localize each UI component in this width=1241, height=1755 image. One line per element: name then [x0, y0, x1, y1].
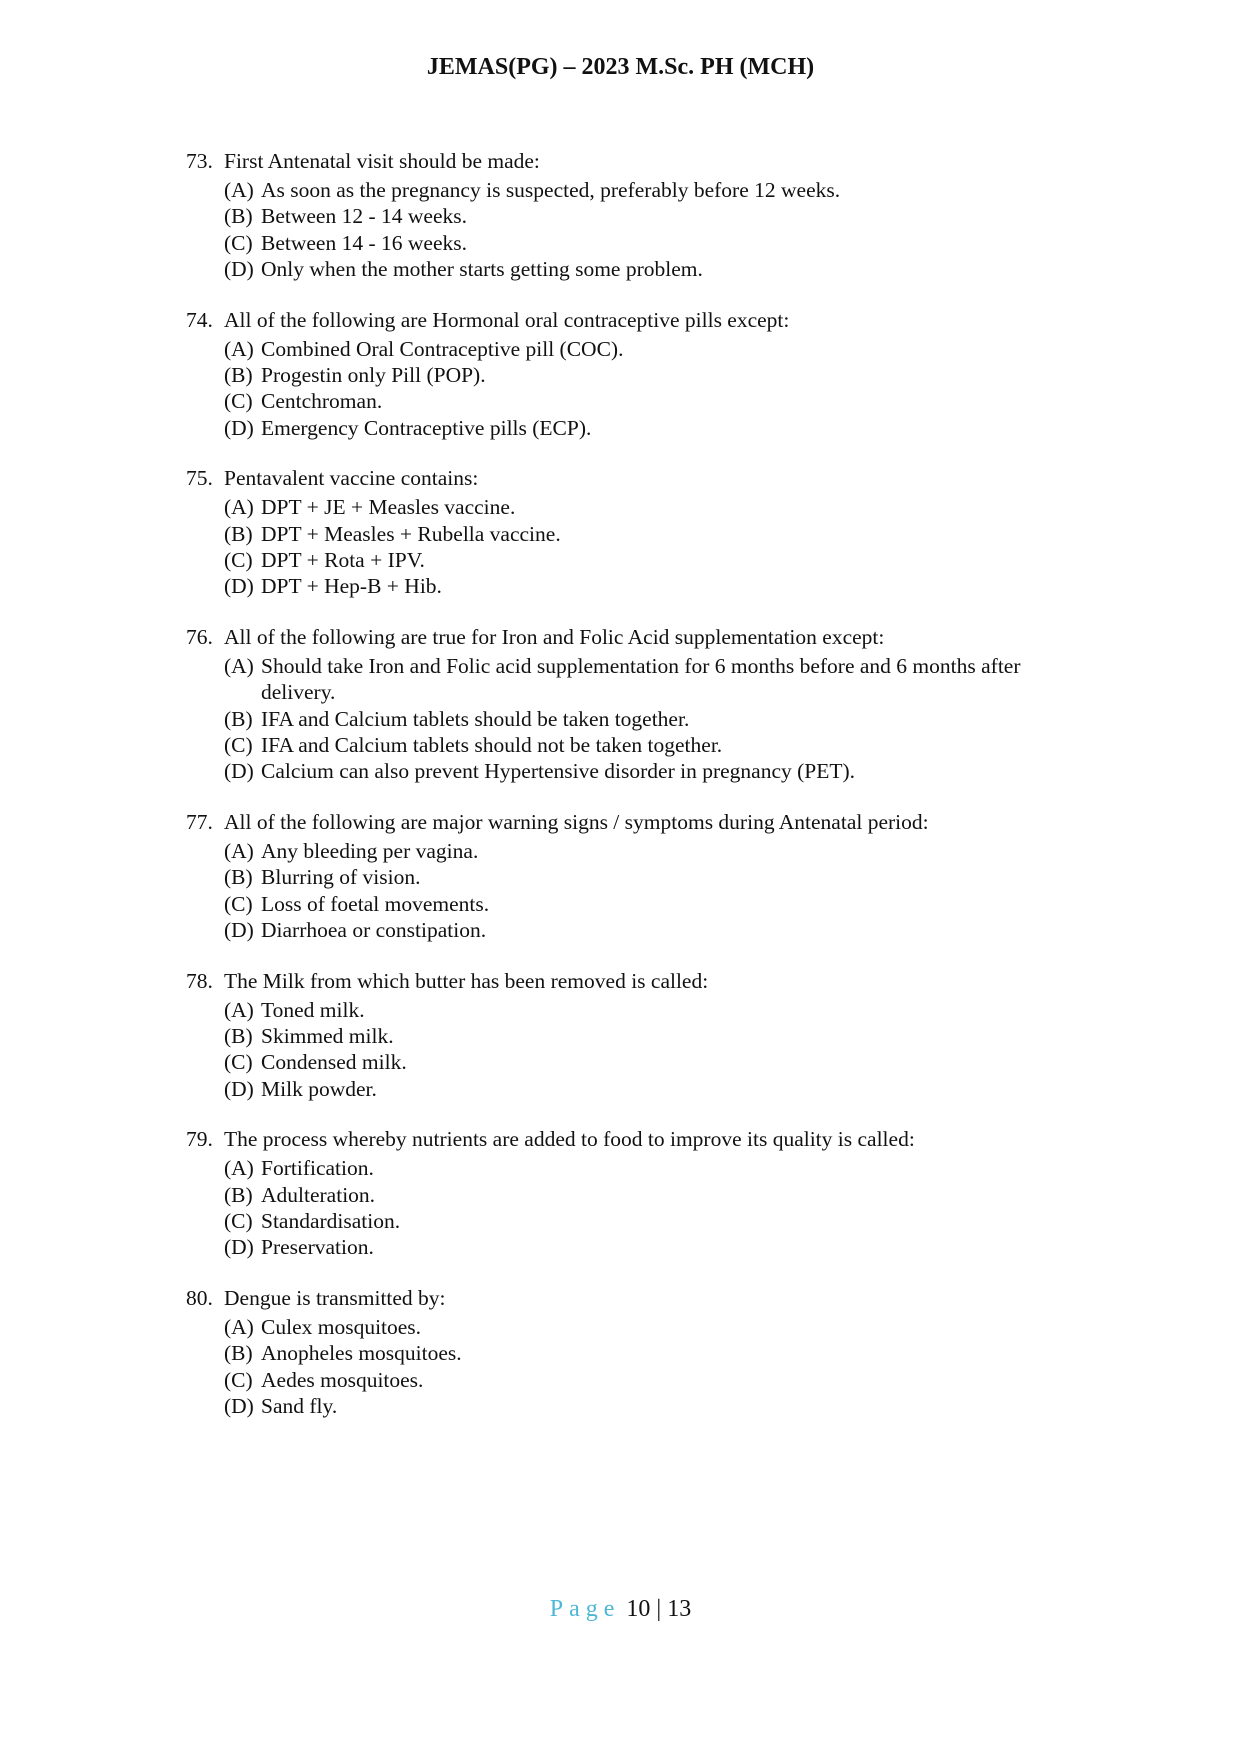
question-80 — [186, 1285, 1086, 1419]
option-text: Standardisation. — [261, 1209, 401, 1234]
question-number: 78. — [186, 968, 213, 993]
page-number: 10 | 13 — [626, 1596, 692, 1622]
option-c — [224, 1049, 1086, 1075]
option-text: Aedes mosquitoes. — [261, 1367, 424, 1392]
option-text: Adulteration. — [261, 1182, 376, 1207]
option-c — [224, 230, 1086, 256]
option-text: Condensed milk. — [261, 1050, 407, 1075]
option-text: Anopheles mosquitoes. — [261, 1341, 462, 1366]
option-text: As soon as the pregnancy is suspected, preferably before 12 weeks. — [261, 178, 841, 202]
option-b — [224, 362, 1086, 388]
option-label: (A) — [224, 1315, 254, 1340]
option-label: (D) — [224, 759, 254, 784]
page-header — [0, 52, 1241, 82]
option-text: Should take Iron and Folic acid supplementation for 6 months before and 6 months after delivery. — [261, 654, 1021, 705]
document-title: JEMAS(PG) – 2023 M.Sc. PH (MCH) — [426, 54, 815, 80]
option-c — [224, 732, 1086, 758]
question-number: 76. — [186, 625, 213, 650]
option-b — [224, 521, 1086, 547]
question-list — [186, 148, 1086, 1444]
option-label: (A) — [224, 495, 254, 520]
option-a — [224, 336, 1086, 362]
option-label: (D) — [224, 256, 254, 281]
option-a — [224, 838, 1086, 864]
option-b — [224, 203, 1086, 229]
question-number: 80. — [186, 1286, 213, 1311]
option-text: Milk powder. — [261, 1076, 377, 1101]
option-text: DPT + Measles + Rubella vaccine. — [261, 521, 561, 546]
option-d — [224, 917, 1086, 943]
option-a — [224, 997, 1086, 1023]
option-label: (B) — [224, 1341, 253, 1366]
option-b — [224, 706, 1086, 732]
option-b — [224, 864, 1086, 890]
option-label: (D) — [224, 1235, 254, 1260]
question-75 — [186, 465, 1086, 599]
option-c — [224, 1367, 1086, 1393]
option-text: Sand fly. — [261, 1394, 338, 1418]
question-number: 73. — [186, 149, 213, 173]
option-label: (B) — [224, 865, 253, 890]
option-label: (A) — [224, 997, 254, 1022]
option-label: (C) — [224, 1209, 253, 1234]
option-b — [224, 1340, 1086, 1366]
option-a — [224, 653, 1086, 706]
page-word: Page — [549, 1596, 621, 1622]
option-text: Loss of foetal movements. — [261, 891, 490, 916]
option-c — [224, 547, 1086, 573]
option-d — [224, 573, 1086, 599]
option-label: (B) — [224, 706, 253, 731]
option-text: DPT + JE + Measles vaccine. — [261, 495, 516, 520]
question-text: First Antenatal visit should be made: — [224, 149, 540, 173]
option-label: (C) — [224, 732, 253, 757]
option-text: IFA and Calcium tablets should be taken together. — [261, 706, 690, 731]
option-text: Skimmed milk. — [261, 1024, 394, 1049]
question-73 — [186, 148, 1086, 282]
option-label: (C) — [224, 230, 253, 255]
option-label: (C) — [224, 547, 253, 572]
option-d — [224, 1393, 1086, 1419]
option-text: Culex mosquitoes. — [261, 1315, 422, 1340]
option-c — [224, 891, 1086, 917]
question-78 — [186, 968, 1086, 1102]
option-label: (B) — [224, 1182, 253, 1207]
option-b — [224, 1023, 1086, 1049]
option-label: (D) — [224, 1076, 254, 1101]
option-c — [224, 1208, 1086, 1234]
option-text: DPT + Hep-B + Hib. — [261, 574, 442, 599]
option-label: (D) — [224, 917, 254, 942]
option-text: Diarrhoea or constipation. — [261, 917, 487, 942]
question-74 — [186, 307, 1086, 441]
question-number: 77. — [186, 810, 213, 835]
option-a — [224, 494, 1086, 520]
option-d — [224, 256, 1086, 282]
option-text: Combined Oral Contraceptive pill (COC). — [261, 336, 624, 361]
question-79 — [186, 1126, 1086, 1260]
option-text: Toned milk. — [261, 997, 365, 1022]
option-c — [224, 388, 1086, 414]
page-footer — [0, 1594, 1241, 1624]
question-text: All of the following are major warning signs / symptoms during Antenatal period: — [224, 810, 929, 835]
option-label: (A) — [224, 839, 254, 864]
option-label: (D) — [224, 1394, 254, 1418]
option-text: Between 12 - 14 weeks. — [261, 204, 467, 229]
question-text: The Milk from which butter has been removed is called: — [224, 968, 709, 993]
option-d — [224, 758, 1086, 784]
option-d — [224, 1076, 1086, 1102]
option-label: (D) — [224, 574, 254, 599]
option-text: Progestin only Pill (POP). — [261, 362, 486, 387]
option-text: Calcium can also prevent Hypertensive disorder in pregnancy (PET). — [261, 759, 856, 784]
question-text: The process whereby nutrients are added to food to improve its quality is called: — [224, 1127, 915, 1152]
option-b — [224, 1182, 1086, 1208]
question-text: All of the following are Hormonal oral contraceptive pills except: — [224, 307, 790, 332]
option-text: Emergency Contraceptive pills (ECP). — [261, 415, 592, 440]
option-text: Any bleeding per vagina. — [261, 839, 479, 864]
question-76 — [186, 624, 1086, 784]
option-text: Centchroman. — [261, 389, 383, 414]
option-text: Fortification. — [261, 1156, 374, 1181]
option-label: (C) — [224, 891, 253, 916]
option-d — [224, 415, 1086, 441]
option-label: (D) — [224, 415, 254, 440]
option-label: (B) — [224, 204, 253, 229]
question-text: All of the following are true for Iron and Folic Acid supplementation except: — [224, 625, 885, 650]
option-a — [224, 1314, 1086, 1340]
option-label: (A) — [224, 654, 254, 679]
option-text: Only when the mother starts getting some problem. — [261, 256, 703, 281]
question-text: Pentavalent vaccine contains: — [224, 466, 479, 491]
option-label: (C) — [224, 389, 253, 414]
question-number: 74. — [186, 307, 213, 332]
option-a — [224, 1155, 1086, 1181]
question-number: 75. — [186, 466, 213, 491]
option-label: (C) — [224, 1050, 253, 1075]
option-label: (A) — [224, 178, 254, 202]
option-a — [224, 177, 1086, 203]
option-label: (C) — [224, 1367, 253, 1392]
option-label: (A) — [224, 1156, 254, 1181]
option-text: IFA and Calcium tablets should not be taken together. — [261, 732, 723, 757]
option-label: (B) — [224, 362, 253, 387]
option-text: Preservation. — [261, 1235, 374, 1260]
option-label: (A) — [224, 336, 254, 361]
option-text: DPT + Rota + IPV. — [261, 547, 425, 572]
option-text: Blurring of vision. — [261, 865, 421, 890]
option-d — [224, 1234, 1086, 1260]
option-label: (B) — [224, 521, 253, 546]
option-text: Between 14 - 16 weeks. — [261, 230, 467, 255]
question-text: Dengue is transmitted by: — [224, 1286, 446, 1311]
question-number: 79. — [186, 1127, 213, 1152]
question-77 — [186, 809, 1086, 943]
option-label: (B) — [224, 1024, 253, 1049]
